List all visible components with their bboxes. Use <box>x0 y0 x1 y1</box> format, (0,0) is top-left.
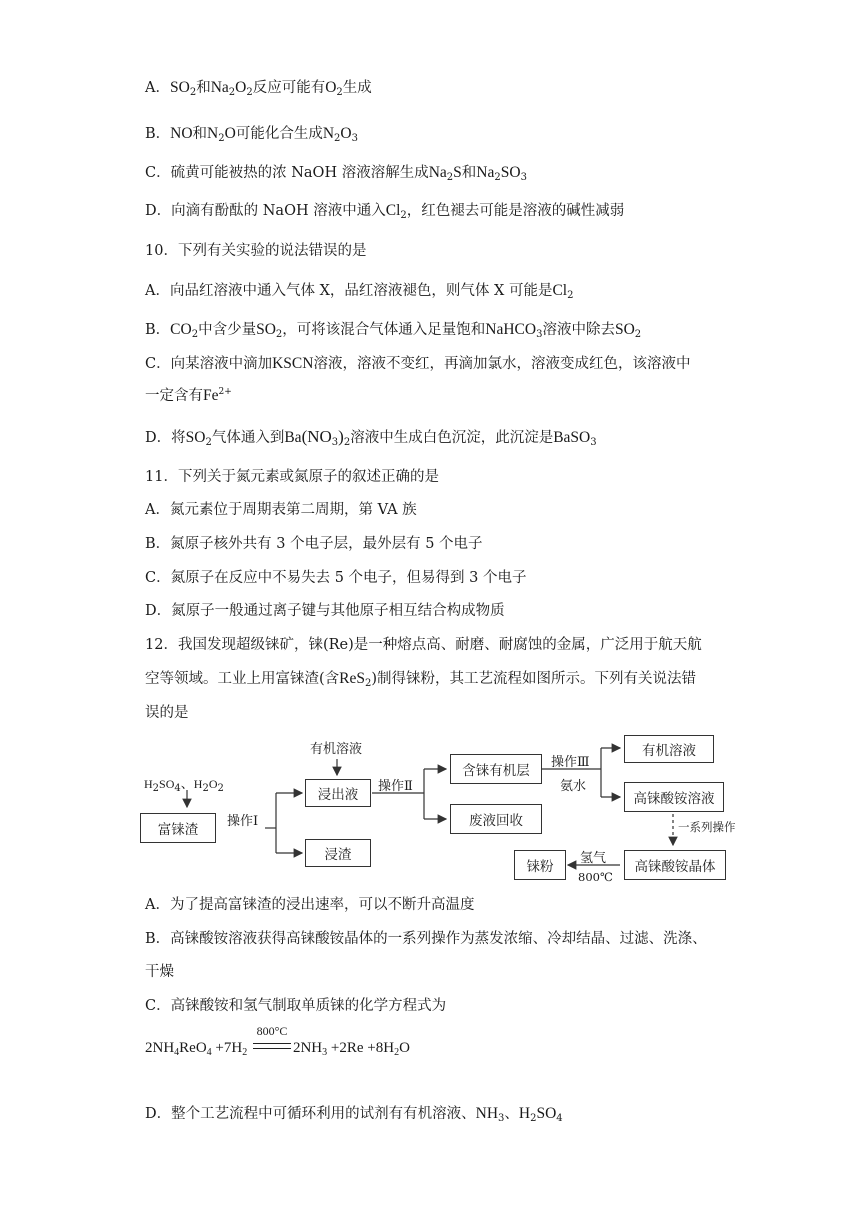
box-fulaizha: 富铼渣 <box>140 813 216 843</box>
hydrogen-label: 氢气 <box>580 851 607 866</box>
series-operations-label: 一系列操作 <box>678 820 736 834</box>
q11-option-b: B．氮原子核外共有 3 个电子层，最外层有 5 个电子 <box>145 536 483 552</box>
reaction-condition: 800°C <box>253 1040 291 1057</box>
q10-option-c-line1: C．向某溶液中滴加KSCN溶液，溶液不变红，再滴加氯水，溶液变成红色，该溶液中 <box>145 355 691 372</box>
q12-stem-line2: 空等领域。工业上用富铼渣(含ReS$_2$)制得铼粉，其工艺流程如图所示。下列有关说法错 <box>145 670 697 689</box>
box-jinzha: 浸渣 <box>305 839 371 867</box>
organic-input-label: 有机溶液 <box>310 742 363 757</box>
reagent-label: $H_2SO_4$、$H_2O_2$ <box>144 777 224 794</box>
q12-stem-line1: 12．我国发现超级铼矿，铼(Re)是一种熔点高、耐磨、耐腐蚀的金属，广泛用于航天航 <box>145 637 702 653</box>
q10-option-d: D．将$SO_2$气体通入到$Ba(NO_3)_2$溶液中生成白色沉淀，此沉淀是BaSO$_3$ <box>145 427 597 448</box>
q10-option-a: A．向品红溶液中通入气体 X，品红溶液褪色，则气体 X 可能是$Cl_2$ <box>145 282 574 301</box>
ammonia-label: 氨水 <box>560 779 587 794</box>
q10-option-b: B．$CO_2$中含少量$SO_2$，可将该混合气体通入足量饱和NaHCO$_3$溶液中除去$SO_2$ <box>145 321 642 340</box>
q9-option-a: A．$SO_2$和$Na_2O_2$反应可能有$O_2$生成 <box>145 79 372 98</box>
process-flow-diagram <box>140 735 760 885</box>
box-hanlai-organic-layer: 含铼有机层 <box>450 754 542 784</box>
q11-option-d: D．氮原子一般通过离子键与其他原子相互结合构成物质 <box>145 603 505 619</box>
q11-option-c: C．氮原子在反应中不易失去 5 个电子，但易得到 3 个电子 <box>145 570 527 586</box>
q10-option-c-line2: 一定含有$Fe^{2+}$ <box>145 387 232 404</box>
q12-option-b-line2: 干燥 <box>145 964 174 980</box>
q12-option-d: D．整个工艺流程中可循环利用的试剂有有机溶液、$NH_3$、$H_2SO_4$ <box>145 1105 563 1124</box>
op2-label: 操作Ⅱ <box>378 779 413 794</box>
temperature-label: 800℃ <box>578 870 613 884</box>
q12-option-a: A．为了提高富铼渣的浸出速率，可以不断升高温度 <box>145 897 475 913</box>
q12-stem-line3: 误的是 <box>145 705 189 721</box>
box-organic-output: 有机溶液 <box>624 735 714 763</box>
box-perrhenate-solution: 高铼酸铵溶液 <box>624 782 724 812</box>
box-perrhenate-crystal: 高铼酸铵晶体 <box>624 850 726 880</box>
q12-option-c: C．高铼酸铵和氢气制取单质铼的化学方程式为 <box>145 998 447 1014</box>
box-waste-recycle: 废液回收 <box>450 804 542 834</box>
q12-option-b-line1: B．高铼酸铵溶液获得高铼酸铵晶体的一系列操作为蒸发浓缩、冷却结晶、过滤、洗涤、 <box>145 931 707 947</box>
q11-option-a: A．氮元素位于周期表第二周期，第 VA 族 <box>145 502 417 518</box>
q9-option-c: C．硫黄可能被热的浓 NaOH 溶液溶解生成$Na_2S$和$Na_2SO_3$ <box>145 164 527 183</box>
q11-stem: 11．下列关于氮元素或氮原子的叙述正确的是 <box>145 469 439 485</box>
box-rhenium-powder: 铼粉 <box>514 850 566 880</box>
op1-label: 操作Ⅰ <box>227 814 259 829</box>
q9-option-d: D．向滴有酚酞的 NaOH 溶液中通入$Cl_2$，红色褪去可能是溶液的碱性减弱 <box>145 202 625 221</box>
q10-stem: 10．下列有关实验的说法错误的是 <box>145 243 367 259</box>
rhenium-equation: $2NH_4ReO_4 +7H_2$ 800°C $2NH_3 +2Re +8H_2O$ <box>145 1024 410 1058</box>
op3-label: 操作Ⅲ <box>551 755 590 770</box>
q9-option-b: B．NO和$N_2O$可能化合生成$N_2O_3$ <box>145 125 358 144</box>
box-jinchuye: 浸出液 <box>305 779 371 807</box>
